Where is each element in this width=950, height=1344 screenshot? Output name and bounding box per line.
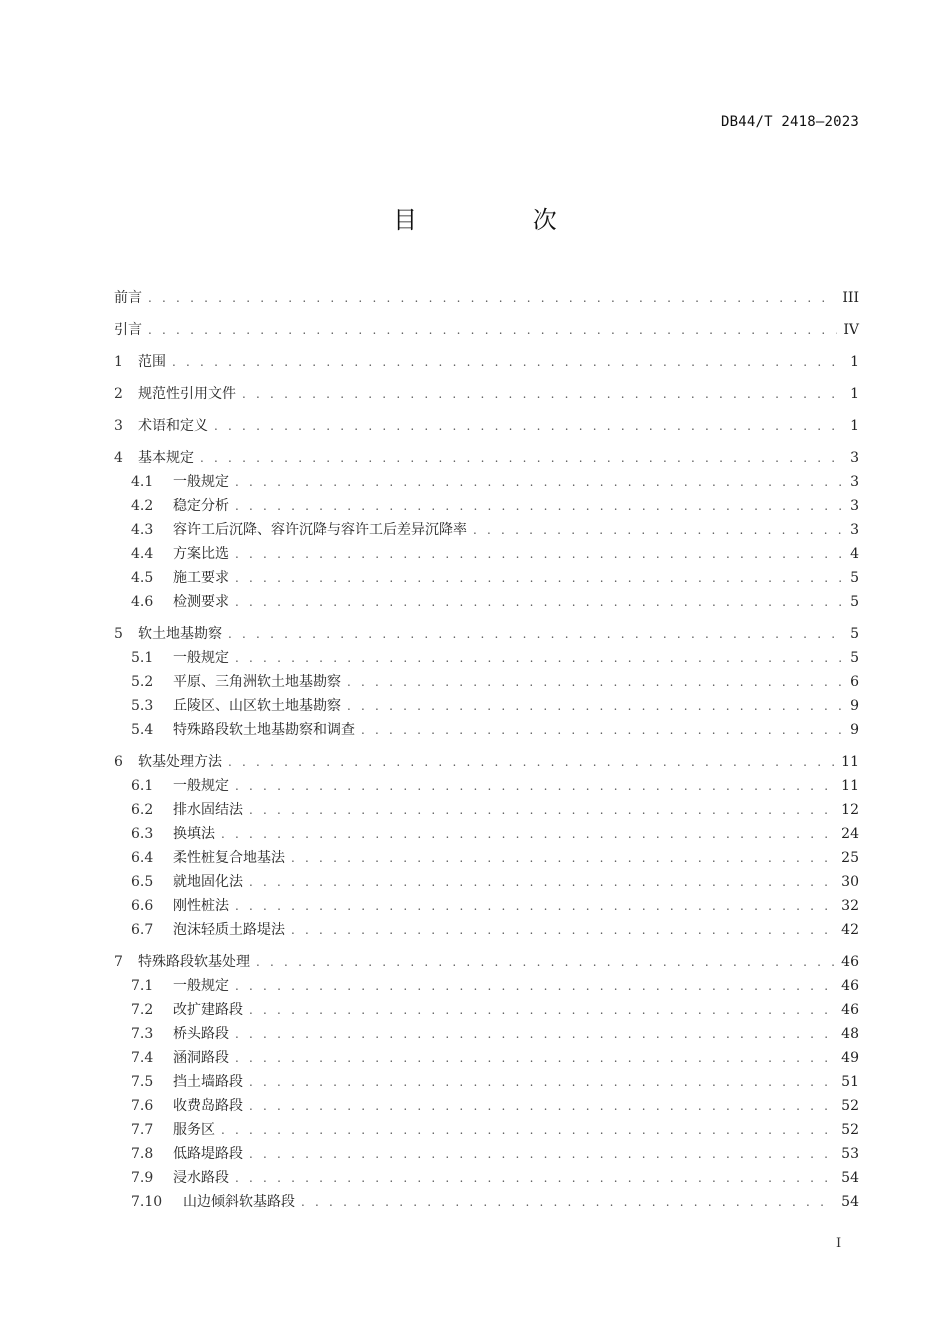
toc-entry[interactable] [114,542,859,566]
toc-entry-page: 3 [850,474,859,490]
toc-entry[interactable] [114,870,859,894]
toc-entry-number: 3 [114,418,123,434]
toc-entry-page: 48 [841,1026,859,1042]
toc-entry-page: 1 [850,386,859,402]
toc-entry[interactable] [114,846,859,870]
toc-leader-dots [235,1022,835,1046]
toc-entry-page: 52 [841,1122,859,1138]
toc-entry-label: 服务区 [173,1122,215,1138]
toc-entry-label: 收费岛路段 [173,1098,243,1114]
toc-leader-dots [291,918,835,942]
toc-entry-number: 7 [114,954,123,970]
toc-leader-dots [235,494,841,518]
toc-entry[interactable] [114,694,859,718]
toc-entry-label: 就地固化法 [173,874,243,890]
toc-entry[interactable] [114,414,859,438]
standard-code: DB44/T 2418—2023 [720,114,859,130]
toc-entry[interactable] [114,822,859,846]
toc-entry-label: 特殊路段软土地基勘察和调查 [173,722,355,738]
toc-entry-label: 涵洞路段 [173,1050,229,1066]
toc-entry-number: 5.3 [131,698,154,714]
toc-entry-number: 4.5 [131,570,154,586]
toc-leader-dots [235,1166,835,1190]
toc-entry[interactable] [114,798,859,822]
toc-leader-dots [473,518,841,542]
toc-entry-page: 42 [841,922,859,938]
toc-entry-label: 一般规定 [173,978,229,994]
toc-leader-dots [235,566,841,590]
toc-leader-dots [228,750,835,774]
toc-entry-number: 6.4 [131,850,154,866]
toc-leader-dots [249,1070,835,1094]
toc-entry-label: 改扩建路段 [173,1002,243,1018]
toc-entry-number: 4.2 [131,498,154,514]
toc-entry-number: 4.3 [131,522,154,538]
toc-entry[interactable] [114,494,859,518]
page-title: 目 次 [393,206,611,234]
toc-entry-label: 范围 [138,354,166,370]
toc-entry-number: 5 [114,626,123,642]
toc-entry[interactable] [114,1166,859,1190]
toc-entry[interactable] [114,518,859,542]
toc-entry-label: 刚性桩法 [173,898,229,914]
toc-entry[interactable] [114,894,859,918]
toc-entry-number: 6.3 [131,826,154,842]
toc-entry-page: 24 [841,826,859,842]
toc-entry-page: 53 [841,1146,859,1162]
toc-entry[interactable] [114,1190,859,1214]
toc-entry-page: 11 [841,754,859,770]
toc-entry-page: 6 [850,674,859,690]
toc-leader-dots [347,694,841,718]
toc-entry-page: 3 [850,522,859,538]
toc-entry-page: 30 [841,874,859,890]
toc-entry-number: 5.2 [131,674,154,690]
toc-leader-dots [235,1046,835,1070]
toc-leader-dots [235,894,835,918]
toc-entry-page: 9 [850,698,859,714]
toc-leader-dots [249,798,835,822]
toc-entry-page: 32 [841,898,859,914]
toc-entry[interactable] [114,382,859,406]
toc-entry-page: IV [843,322,859,338]
toc-leader-dots [148,286,836,310]
toc-entry[interactable] [114,446,859,470]
toc-entry-label: 容许工后沉降、容许沉降与容许工后差异沉降率 [173,522,467,538]
toc-entry-number: 7.10 [131,1194,163,1210]
toc-entry-label: 桥头路段 [173,1026,229,1042]
toc-entry-number: 6.5 [131,874,154,890]
toc-entry-page: 5 [850,626,859,642]
toc-entry[interactable] [114,1094,859,1118]
toc-leader-dots [221,1118,835,1142]
toc-entry-number: 6 [114,754,123,770]
toc-entry[interactable] [114,998,859,1022]
toc-entry-page: III [842,290,859,306]
toc-entry-label: 特殊路段软基处理 [138,954,250,970]
toc-entry-page: 4 [850,546,859,562]
toc-entry[interactable] [114,590,859,614]
toc-entry-number: 7.8 [131,1146,154,1162]
toc-entry-page: 1 [850,418,859,434]
toc-entry-number: 6.1 [131,778,154,794]
toc-entry-page: 9 [850,722,859,738]
toc-entry-number: 4 [114,450,123,466]
toc-leader-dots [249,870,835,894]
toc-entry-label: 山边倾斜软基路段 [183,1194,295,1210]
toc-entry-number: 7.4 [131,1050,154,1066]
toc-entry-page: 5 [850,594,859,610]
toc-entry-label: 软土地基勘察 [138,626,222,642]
toc-entry[interactable] [114,718,859,742]
toc-entry-number: 4.6 [131,594,154,610]
toc-entry-page: 52 [841,1098,859,1114]
toc-leader-dots [242,382,841,406]
toc-entry-number: 7.2 [131,1002,154,1018]
toc-entry[interactable] [114,622,859,646]
toc-leader-dots [235,774,835,798]
toc-entry-number: 6.7 [131,922,154,938]
toc-entry-label: 平原、三角洲软土地基勘察 [173,674,341,690]
toc-entry-number: 7.7 [131,1122,154,1138]
toc-entry-page: 11 [841,778,859,794]
toc-entry-page: 46 [841,1002,859,1018]
toc-entry-page: 5 [850,570,859,586]
toc-entry[interactable] [114,918,859,942]
toc-leader-dots [148,318,837,342]
toc-entry-page: 54 [841,1170,859,1186]
toc-entry-number: 7.6 [131,1098,154,1114]
toc-entry-page: 12 [841,802,859,818]
toc-entry-number: 7.3 [131,1026,154,1042]
toc-entry[interactable] [114,286,859,310]
toc-entry-label: 一般规定 [173,474,229,490]
toc-entry-page: 1 [850,354,859,370]
toc-entry-number: 6.2 [131,802,154,818]
toc-leader-dots [291,846,835,870]
toc-entry[interactable] [114,774,859,798]
toc-leader-dots [200,446,841,470]
toc-entry[interactable] [114,350,859,374]
toc-leader-dots [221,822,835,846]
toc-leader-dots [235,590,841,614]
toc-entry-label: 方案比选 [173,546,229,562]
toc-entry-number: 4.4 [131,546,154,562]
toc-entry-page: 46 [841,978,859,994]
toc-entry-label: 低路堤路段 [173,1146,243,1162]
toc-entry[interactable] [114,974,859,998]
toc-entry-number: 1 [114,354,123,370]
toc-leader-dots [347,670,841,694]
toc-leader-dots [235,646,841,670]
toc-entry-label: 前言 [114,290,142,306]
toc-entry-label: 柔性桩复合地基法 [173,850,285,866]
toc-entry[interactable] [114,950,859,974]
toc-entry[interactable] [114,470,859,494]
toc-entry-number: 7.9 [131,1170,154,1186]
toc-leader-dots [228,622,841,646]
toc-entry-label: 一般规定 [173,650,229,666]
toc-leader-dots [249,1142,835,1166]
toc-entry[interactable] [114,566,859,590]
toc-entry-number: 4.1 [131,474,154,490]
toc-leader-dots [301,1190,835,1214]
toc-entry-label: 检测要求 [173,594,229,610]
toc-entry-number: 2 [114,386,123,402]
toc-leader-dots [249,1094,835,1118]
toc-entry-label: 排水固结法 [173,802,243,818]
toc-entry-label: 引言 [114,322,142,338]
toc-entry-page: 49 [841,1050,859,1066]
toc-entry[interactable] [114,646,859,670]
toc-entry-label: 换填法 [173,826,215,842]
toc-entry-label: 术语和定义 [138,418,208,434]
toc-entry-label: 稳定分析 [173,498,229,514]
toc-entry-number: 6.6 [131,898,154,914]
toc-entry-page: 5 [850,650,859,666]
table-of-contents [114,286,859,1214]
toc-entry[interactable] [114,1046,859,1070]
toc-leader-dots [256,950,835,974]
toc-leader-dots [235,470,841,494]
toc-entry-page: 54 [841,1194,859,1210]
toc-leader-dots [214,414,841,438]
toc-entry-number: 7.1 [131,978,154,994]
toc-entry-label: 软基处理方法 [138,754,222,770]
toc-entry[interactable] [114,1022,859,1046]
toc-entry-label: 施工要求 [173,570,229,586]
toc-entry-page: 51 [841,1074,859,1090]
toc-entry-label: 一般规定 [173,778,229,794]
toc-entry-label: 丘陵区、山区软土地基勘察 [173,698,341,714]
toc-entry[interactable] [114,750,859,774]
toc-leader-dots [235,542,841,566]
toc-entry-label: 规范性引用文件 [138,386,236,402]
toc-entry-number: 5.1 [131,650,154,666]
toc-entry-page: 25 [841,850,859,866]
toc-entry[interactable] [114,670,859,694]
toc-entry-number: 7.5 [131,1074,154,1090]
toc-entry[interactable] [114,1118,859,1142]
toc-entry[interactable] [114,318,859,342]
toc-entry[interactable] [114,1142,859,1166]
toc-entry-page: 46 [841,954,859,970]
toc-entry-number: 5.4 [131,722,154,738]
toc-leader-dots [172,350,841,374]
toc-entry-label: 泡沫轻质土路堤法 [173,922,285,938]
toc-leader-dots [361,718,841,742]
toc-entry-label: 挡土墙路段 [173,1074,243,1090]
toc-entry-page: 3 [850,450,859,466]
page-number: I [836,1236,842,1251]
toc-entry-label: 基本规定 [138,450,194,466]
toc-leader-dots [249,998,835,1022]
toc-entry[interactable] [114,1070,859,1094]
toc-entry-label: 浸水路段 [173,1170,229,1186]
toc-entry-page: 3 [850,498,859,514]
toc-leader-dots [235,974,835,998]
